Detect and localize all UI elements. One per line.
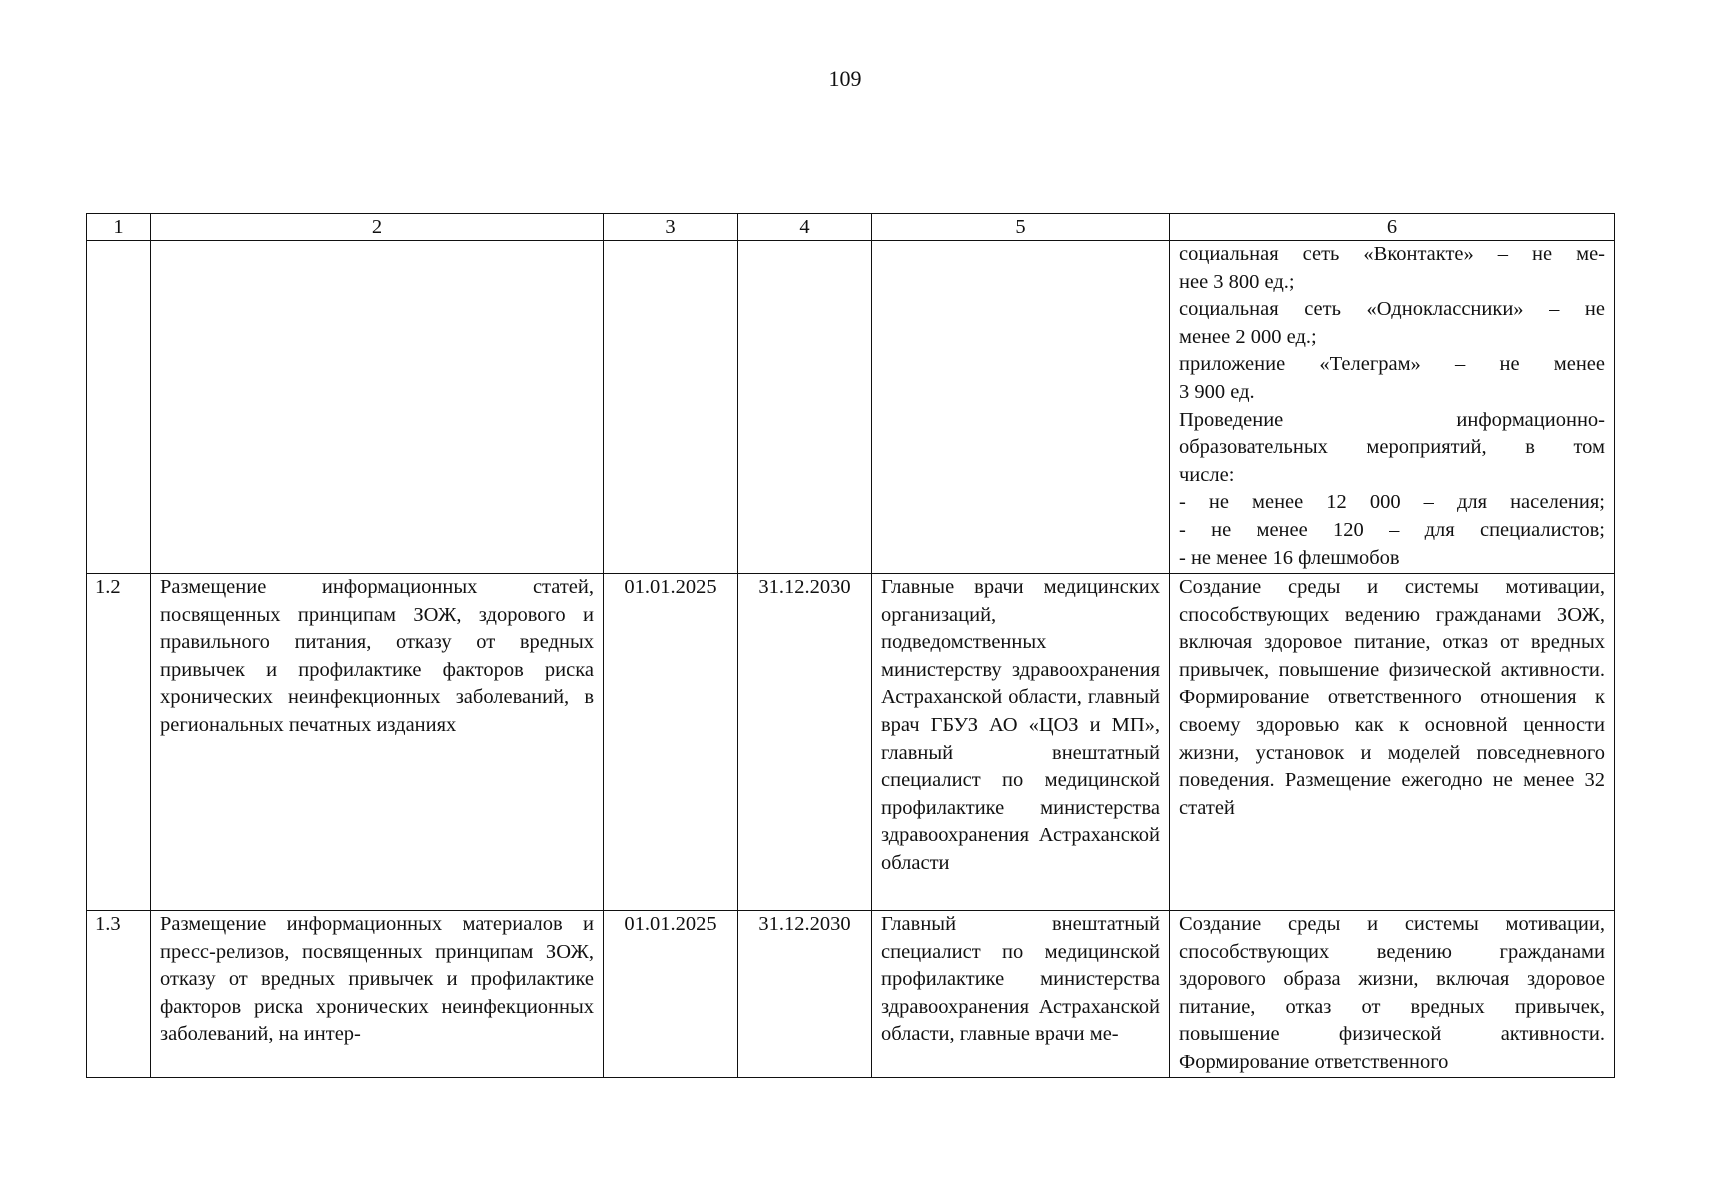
result-line: - не менее 120 – для специалистов; xyxy=(1179,518,1605,541)
start-date-cell xyxy=(604,241,738,574)
responsible-cell: Главные врачи медицинских организаций, подведомственных министерству здравоохранения Астраханской области, главный врач ГБУЗ АО «ЦОЗ и МП», главный внештатный специалист по медицинской профилактике министерства здравоохранения Астраханской области xyxy=(872,574,1170,911)
start-date-cell: 01.01.2025 xyxy=(604,574,738,911)
page-number: 109 xyxy=(828,66,862,91)
result-line: числе: xyxy=(1179,463,1235,486)
result-line: социальная сеть «Вконтакте» – не ме- xyxy=(1179,243,1605,265)
end-date-cell xyxy=(738,241,872,574)
action-cell: Размещение информационных материалов и пресс-релизов, посвященных принципам ЗОЖ, отказу от вредных привычек и профилактике факторов риска хронических неинфекционных заболеваний, на интер- xyxy=(151,911,604,1078)
action-cell: Размещение информационных статей, посвященных принципам ЗОЖ, здорового и правильного питания, отказу от вредных привычек и профилактике факторов риска хронических неинфекционных заболеваний, в региональных печатных изданиях xyxy=(151,574,604,911)
result-line: Проведение информационно- xyxy=(1179,408,1605,431)
result-cell: Создание среды и системы мотивации, способствующих ведению гражданами здорового образа жизни, включая здоровое питание, отказ от вредных привычек, повышение физической активности. Формирование ответственного xyxy=(1170,911,1615,1078)
result-line: 3 900 ед. xyxy=(1179,380,1255,403)
end-date-cell: 31.12.2030 xyxy=(738,911,872,1078)
plan-table xyxy=(86,213,1615,1078)
responsible-cell: Главный внештатный специалист по медицинской профилактике министерства здравоохранения Астраханской области, главные врачи ме- xyxy=(872,911,1170,1078)
row-number-cell xyxy=(87,241,151,574)
result-line: образовательных мероприятий, в том xyxy=(1179,436,1605,459)
responsible-cell xyxy=(872,241,1170,574)
result-line: - не менее 16 флешмобов xyxy=(1179,546,1400,569)
table-row-continued xyxy=(87,241,1615,574)
result-line: приложение «Телеграм» – не менее xyxy=(1179,353,1605,376)
header-cell-3: 3 xyxy=(604,214,738,241)
row-number-cell: 1.2 xyxy=(87,574,151,911)
row-number-cell: 1.3 xyxy=(87,911,151,1078)
header-cell-5: 5 xyxy=(872,214,1170,241)
header-cell-4: 4 xyxy=(738,214,872,241)
result-cell xyxy=(1170,241,1615,574)
action-cell xyxy=(151,241,604,574)
end-date-cell: 31.12.2030 xyxy=(738,574,872,911)
table-row xyxy=(87,911,1615,1078)
result-line: нее 3 800 ед.; xyxy=(1179,270,1295,293)
start-date-cell: 01.01.2025 xyxy=(604,911,738,1078)
table-row xyxy=(87,574,1615,911)
header-cell-1: 1 xyxy=(87,214,151,241)
header-row xyxy=(87,214,1615,241)
result-line: менее 2 000 ед.; xyxy=(1179,325,1317,348)
result-cell: Создание среды и системы мотивации, способствующих ведению гражданами ЗОЖ, включая здоровое питание, отказ от вредных привычек, повышение физической активности. Формирование ответственного отношения к своему здоровью как к основной ценности жизни, установок и моделей повседневного поведения. Размещение ежегодно не менее 32 статей xyxy=(1170,574,1615,911)
result-line: социальная сеть «Одноклассники» – не xyxy=(1179,298,1605,321)
header-cell-6: 6 xyxy=(1170,214,1615,241)
header-cell-2: 2 xyxy=(151,214,604,241)
result-line: - не менее 12 000 – для населения; xyxy=(1179,491,1605,514)
